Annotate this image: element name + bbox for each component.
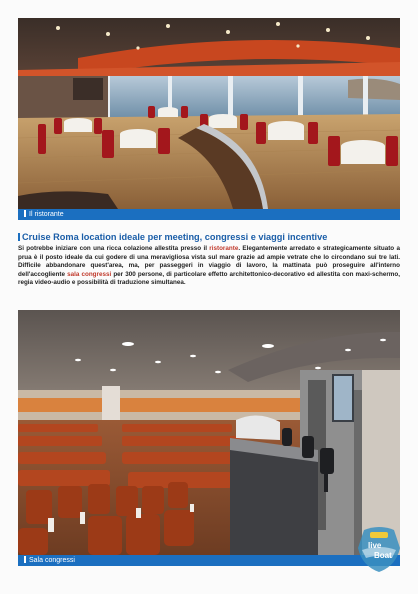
title-marker	[18, 233, 20, 241]
logo-word-live: live	[368, 541, 382, 550]
article-title-text: Cruise Roma location ideale per meeting, congressi e viaggi incentive	[22, 232, 328, 242]
article	[18, 232, 400, 288]
highlight-sala-congressi: sala congressi	[67, 270, 112, 278]
highlight-ristorante: ristorante	[209, 245, 239, 252]
article-text-1: Si potrebbe iniziare con una ricca colazione allestita presso il	[18, 245, 210, 252]
logo-word-boat: Boat	[374, 551, 392, 560]
conference-caption: Sala congressi	[29, 557, 75, 564]
article-body	[18, 245, 400, 288]
caption-marker	[24, 210, 26, 217]
liveboat-logo	[356, 524, 402, 574]
caption-marker	[24, 556, 26, 563]
conference-room-photo	[18, 310, 400, 555]
article-title	[18, 232, 400, 243]
article-text-2: . Elegantemente arredato e strategicamente situato a prua è il posto ideale da cui godere di una meravigliosa vista sul mare grazie ad ampie vetrate che lo circondano sui tre lati. Difficile abbandonare quest'area, ma, per passeggeri in viaggio di lavoro, la mattinata può proseguire all'interno dell'accogliente	[18, 245, 400, 278]
conference-caption-bar	[18, 555, 400, 566]
liveboat-logo-icon	[356, 524, 402, 574]
article-text-3: per 300 persone, di particolare effetto architettonico-decorativo ed allestita con maxi-schermo, regia video-audio e possibilità di traduzione simultanea.	[18, 270, 400, 287]
restaurant-caption: Il ristorante	[29, 211, 64, 218]
restaurant-photo	[18, 18, 400, 209]
restaurant-caption-bar	[18, 209, 400, 220]
